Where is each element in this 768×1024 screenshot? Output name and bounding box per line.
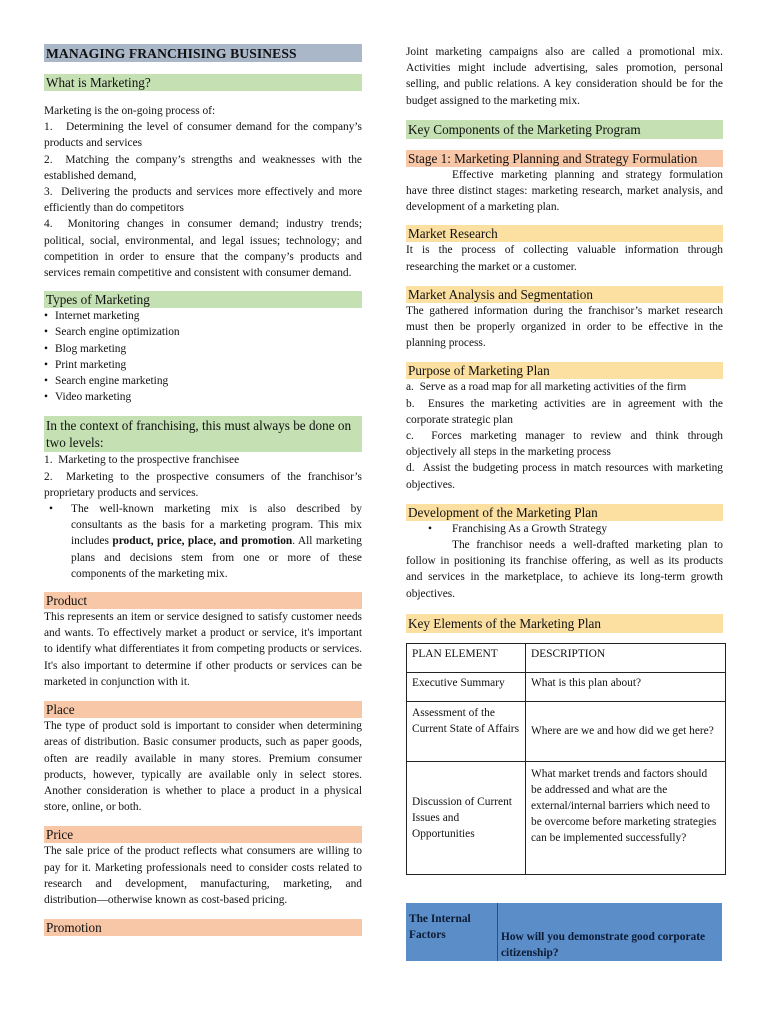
heading-key-components: Key Components of the Marketing Program xyxy=(406,120,723,139)
list-item: 1. Marketing to the prospective franchisee xyxy=(44,454,240,467)
right-column xyxy=(406,44,723,961)
market-analysis-text: The gathered information during the franchisor’s market research must then be properly organized in order to be effective in the planning process. xyxy=(406,304,723,350)
marketing-process-list xyxy=(44,119,362,281)
list-item: • Video marketing xyxy=(44,389,362,405)
heading-development: Development of the Marketing Plan xyxy=(406,504,723,521)
list-item: • Print marketing xyxy=(44,357,362,373)
heading-market-analysis: Market Analysis and Segmentation xyxy=(406,286,723,303)
heading-promotion: Promotion xyxy=(44,919,362,936)
citizenship-question: How will you demonstrate good corporate citizenship? xyxy=(501,930,706,959)
list-item: 1. Determining the level of consumer demand for the company’s products and services xyxy=(44,121,362,150)
document-title: MANAGING FRANCHISING BUSINESS xyxy=(44,44,362,62)
heading-price: Price xyxy=(44,826,362,843)
internal-factors-box xyxy=(406,903,722,961)
table-cell: Assessment of the Current State of Affairs xyxy=(407,701,526,761)
growth-strategy-label: Franchising As a Growth Strategy xyxy=(452,522,608,535)
price-text: The sale price of the product reflects what consumers are willing to pay for it. Marketing professionals need to consider costs related to research and development, manufacturing, marketing, and distribution—otherwise known as cost-based pricing. xyxy=(44,845,362,906)
plan-elements-table xyxy=(406,643,726,875)
list-item: c. Forces marketing manager to review and think through objectively all steps in the marketing process xyxy=(406,430,723,459)
heading-purpose: Purpose of Marketing Plan xyxy=(406,362,723,379)
list-item: 4. Monitoring changes in consumer demand; industry trends; political, social, environmental, and legal issues; technology; and competition in order to ensure that the company’s products and services remain competitive and consistent with consumer demand. xyxy=(44,218,362,280)
list-item: 2. Matching the company’s strengths and weaknesses with the established demand, xyxy=(44,153,362,182)
product-text: This represents an item or service designed to satisfy customer needs and wants. To effectively market a product or service, it's important to identify what differentiates it from competing products or services. It's also important to determine if other products or services can be marketed in conjunction with it. xyxy=(44,611,362,688)
marketing-intro: Marketing is the on-going process of: xyxy=(44,105,216,117)
table-header-cell: DESCRIPTION xyxy=(526,643,726,672)
table-row xyxy=(407,761,726,874)
table-row xyxy=(407,701,726,761)
internal-factors-label: The Internal Factors xyxy=(409,912,471,941)
types-list xyxy=(44,308,362,405)
promotional-mix-text: Joint marketing campaigns also are called a promotional mix. Activities might include advertising, sales promotion, personal selling, and public relations. A key consideration should be for the budget assigned to the marketing mix. xyxy=(406,46,723,107)
marketing-mix-bullet xyxy=(44,501,362,582)
list-item: a. Serve as a road map for all marketing activities of the firm xyxy=(406,381,687,394)
list-item: • Search engine optimization xyxy=(44,324,362,340)
heading-product: Product xyxy=(44,592,362,609)
table-cell: What market trends and factors should be addressed and what are the external/internal barriers which need to be overcome before marketing strategies can be implemented successfully? xyxy=(526,761,726,874)
list-item: • Blog marketing xyxy=(44,341,362,357)
stage1-text: Effective marketing planning and strategy formulation have three distinct stages: marketing research, market analysis, and development of a marketing plan. xyxy=(406,168,723,214)
list-item: • Internet marketing xyxy=(44,308,362,324)
heading-types-of-marketing: Types of Marketing xyxy=(44,291,362,308)
heading-franchising-context: In the context of franchising, this must always be done on two levels: xyxy=(44,416,362,452)
marketing-mix-text: The well-known marketing mix is also described by consultants as the basis for a marketing program. This mix includes product, price, place, and promotion. All marketing plans and decisions stem from one or more of these components of the marketing mix. xyxy=(71,503,362,580)
list-item: d. Assist the budgeting process in match resources with marketing objectives. xyxy=(406,462,723,491)
heading-stage1: Stage 1: Marketing Planning and Strategy Formulation xyxy=(406,150,723,167)
table-cell: What is this plan about? xyxy=(526,672,726,701)
market-research-text: It is the process of collecting valuable information through researching the market or a customer. xyxy=(406,244,723,273)
heading-what-is-marketing: What is Marketing? xyxy=(44,74,362,91)
heading-market-research: Market Research xyxy=(406,225,723,242)
list-item: • Search engine marketing xyxy=(44,373,362,389)
left-column xyxy=(44,44,362,936)
bullet-icon: • xyxy=(49,503,53,516)
heading-key-elements: Key Elements of the Marketing Plan xyxy=(406,614,723,633)
mix-components: product, price, place, and promotion xyxy=(112,535,293,548)
table-header-cell: PLAN ELEMENT xyxy=(407,643,526,672)
table-cell: Where are we and how did we get here? xyxy=(526,701,726,761)
list-item: 3. Delivering the products and services more effectively and more efficiently than do competitors xyxy=(44,186,362,215)
table-row xyxy=(407,672,726,701)
table-cell: Executive Summary xyxy=(407,672,526,701)
two-levels-list xyxy=(44,452,362,501)
development-text: The franchisor needs a well-drafted marketing plan to follow in positioning its franchise offering, as well as its products and services in the marketplace, to achieve its long-term growth objectives. xyxy=(406,539,723,600)
list-item: b. Ensures the marketing activities are in agreement with the corporate strategic plan xyxy=(406,397,723,426)
bullet-icon: • xyxy=(428,522,432,535)
place-text: The type of product sold is important to consider when determining areas of distribution. Basic consumer products, such as paper goods, often are readily available in many stores. Premium consumer products, however, typically are available only in select stores. Another consideration is whether to place a product in a physical store, online, or both. xyxy=(44,720,362,814)
list-item: 2. Marketing to the prospective consumers of the franchisor’s proprietary products and services. xyxy=(44,470,362,499)
growth-strategy-bullet xyxy=(406,521,723,537)
table-header-row xyxy=(407,643,726,672)
table-cell: Discussion of Current Issues and Opportunities xyxy=(407,761,526,874)
heading-place: Place xyxy=(44,701,362,718)
purpose-list xyxy=(406,379,723,492)
divider xyxy=(497,903,498,961)
